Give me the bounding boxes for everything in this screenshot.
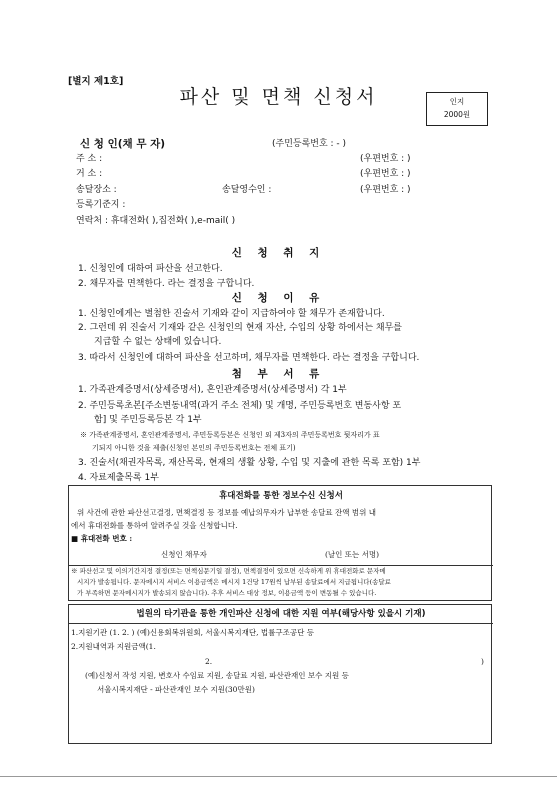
phone-info-signature[interactable]: (날인 또는 서명) <box>325 550 380 559</box>
reason-item-2b: 지급할 수 없는 상태에 있습니다. <box>94 337 222 347</box>
support-example-2: 서울시복지재단 - 파산관재인 보수 지원(30만원) <box>97 685 255 694</box>
reason-item-3: 3. 따라서 신청인에 대하여 파산을 선고하며, 채무자를 면책한다. 라는 결정을 구합니다. <box>78 353 420 363</box>
attachment-item-4: 4. 자료제출목록 1부 <box>78 473 159 483</box>
phone-info-box <box>68 485 492 601</box>
support-details-close: ) <box>481 657 484 666</box>
reason-item-2a: 2. 그런데 위 진술서 기재와 같은 신청인의 현재 자산, 수입의 상황 하에서는 채무를 <box>78 323 402 333</box>
delivery-recipient-field[interactable]: 송달영수인 : <box>222 185 272 195</box>
residence-zip-field[interactable]: (우편번호 : ) <box>360 169 411 179</box>
applicant-heading: 신 청 인(채 무 자) <box>80 138 166 150</box>
attachment-item-3: 3. 진술서(채권자목록, 재산목록, 현재의 생활 상황, 수입 및 지출에 관한 목록 포함) 1부 <box>78 458 421 468</box>
attachment-item-2b: 함] 및 주민등록등본 각 1부 <box>94 415 202 425</box>
support-example-1: (예)신청서 작성 지원, 변호사 수임료 지원, 송달료 지원, 파산관재인 보수 지원 등 <box>85 671 349 680</box>
support-title: 법원의 타기관을 통한 개인파산 신청에 대한 지원 여부(해당사항 있을시 기재) <box>136 609 426 619</box>
rrn-field[interactable]: (주민등록번호 : - ) <box>272 139 347 149</box>
purpose-heading: 신 청 취 지 <box>231 247 326 259</box>
residence-field[interactable]: 거 소 : <box>76 169 103 179</box>
attachments-heading: 첨 부 서 류 <box>231 368 326 380</box>
address-zip-field[interactable]: (우편번호 : ) <box>360 154 411 164</box>
registered-base-field[interactable]: 등록기준지 : <box>76 200 126 210</box>
purpose-item-2: 2. 채무자를 면책한다. 라는 결정을 구합니다. <box>78 279 255 289</box>
phone-info-divider <box>69 565 493 566</box>
support-divider <box>69 623 493 624</box>
attachment-note-b: 기되지 아니한 것을 제출(신청인 본인의 주민등록번호는 전체 표기) <box>92 444 296 452</box>
support-agency-field[interactable]: 1.지원기관 (1. 2. ) (예)신용회복위원회, 서울시복지재단, 법률구조공단 등 <box>71 628 314 637</box>
phone-info-title: 휴대전화를 통한 정보수신 신청서 <box>219 491 343 501</box>
phone-info-note-c: 가 부족하면 문자메시지가 발송되지 않습니다). 추후 서비스 대상 정보, 이용금액 등이 변동될 수 있습니다. <box>77 589 377 597</box>
attachment-note-a: ※ 가족관계증명서, 혼인관계증명서, 주민등록등본은 신청인 외 제3자의 주민등록번호 뒷자리가 표 <box>80 431 380 439</box>
phone-info-signer: 신청인 채무자 <box>161 550 207 559</box>
phone-info-note-a: ※ 파산선고 및 이의기간지정 결정(또는 면책심문기일 결정), 면책결정이 있으면 신속하게 위 휴대전화로 문자메 <box>71 567 386 575</box>
revenue-stamp-box <box>426 92 488 126</box>
reason-item-1: 1. 신청인에게는 별첨한 진술서 기재와 같이 지급하여야 할 채무가 존재합니다. <box>78 309 385 319</box>
contact-field[interactable]: 연락처 : 휴대전화( ),집전화( ),e-mail( ) <box>76 216 236 226</box>
reasons-heading: 신 청 이 유 <box>231 292 326 304</box>
phone-info-note-b: 시지가 발송됩니다. 문자메시지 서비스 이용금액은 메시지 1건당 17원씩 납부된 송달료에서 지급됩니다(송달료 <box>77 578 391 586</box>
form-number: [별지 제1호] <box>68 76 124 87</box>
support-details-2[interactable]: 2. <box>205 657 213 666</box>
stamp-label: 인지 <box>449 97 465 106</box>
attachment-item-1: 1. 가족관계증명서(상세증명서), 혼인관계증명서(상세증명서) 각 1부 <box>78 385 347 395</box>
phone-info-body-a: 위 사건에 관한 파산선고결정, 면책결정 등 정보를 예납의무자가 납부한 송달료 잔액 범위 내 <box>77 508 377 517</box>
page-bottom-rule <box>0 776 557 777</box>
phone-info-body-b: 에서 휴대전화를 통하여 알려주실 것을 신청합니다. <box>71 521 238 530</box>
support-details-field[interactable]: 2.지원내역과 지원금액(1. <box>71 642 156 651</box>
page-title: 파산 및 면책 신청서 <box>179 86 378 108</box>
phone-number-field[interactable]: ■ 휴대전화 번호 : <box>71 534 133 543</box>
support-box <box>68 604 492 744</box>
stamp-amount: 2000원 <box>443 110 471 119</box>
delivery-zip-field[interactable]: (우편번호 : ) <box>360 185 411 195</box>
purpose-item-1: 1. 신청인에 대하여 파산을 선고한다. <box>78 264 223 274</box>
attachment-item-2a: 2. 주민등록초본[주소변동내역(과거 주소 전체) 및 개명, 주민등록번호 변동사항 포 <box>78 401 402 411</box>
address-field[interactable]: 주 소 : <box>76 154 103 164</box>
delivery-place-field[interactable]: 송달장소 : <box>76 185 117 195</box>
